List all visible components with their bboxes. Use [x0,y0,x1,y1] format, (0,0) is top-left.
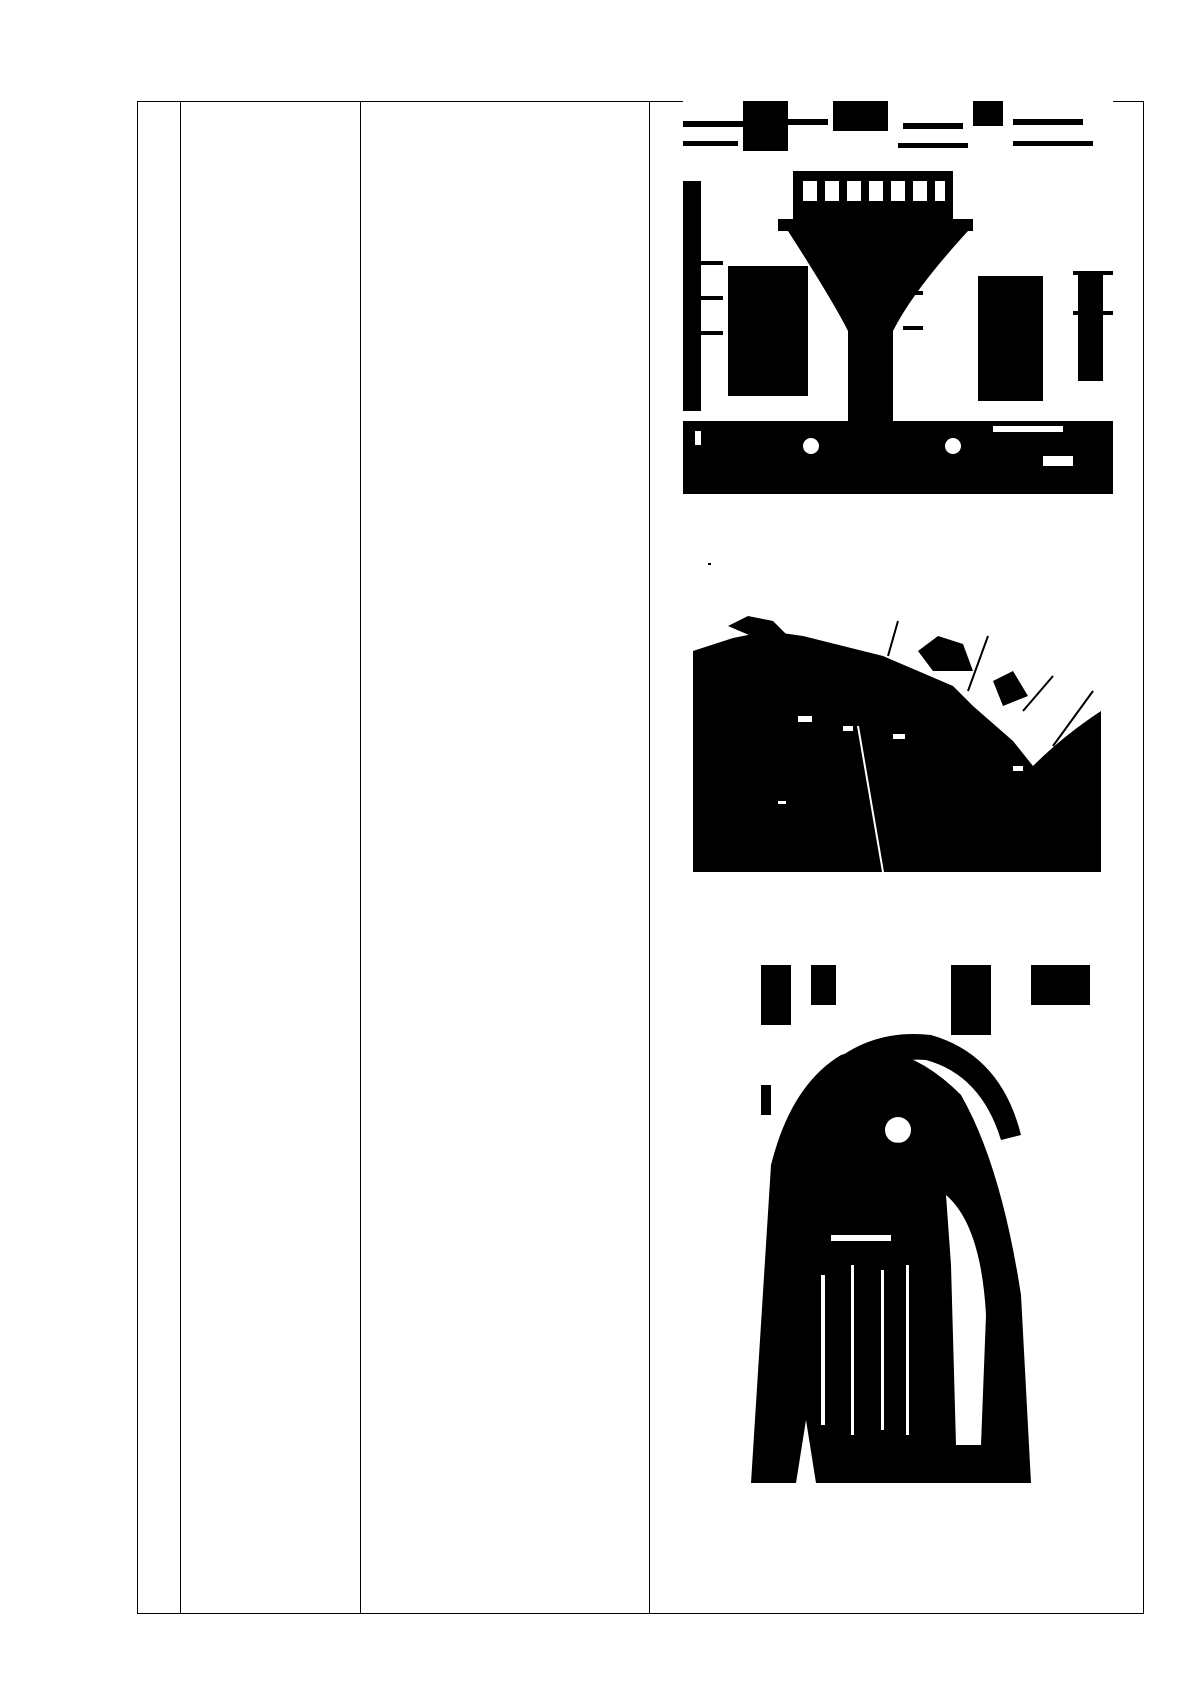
column-divider-2 [360,102,361,1613]
scan-speck [708,563,711,565]
column-divider-3 [649,102,650,1613]
photo-balconies-6th-floor [693,616,1101,872]
gateway-arch-image [701,965,1090,1483]
photo-balconies-3rd-floor [683,101,1113,494]
photo-gateway-arch [701,965,1090,1483]
roofline-balcony-image [693,616,1101,872]
description-gateway [372,1013,638,1035]
column-divider-1 [180,102,181,1613]
facade-balcony-image [683,101,1113,494]
